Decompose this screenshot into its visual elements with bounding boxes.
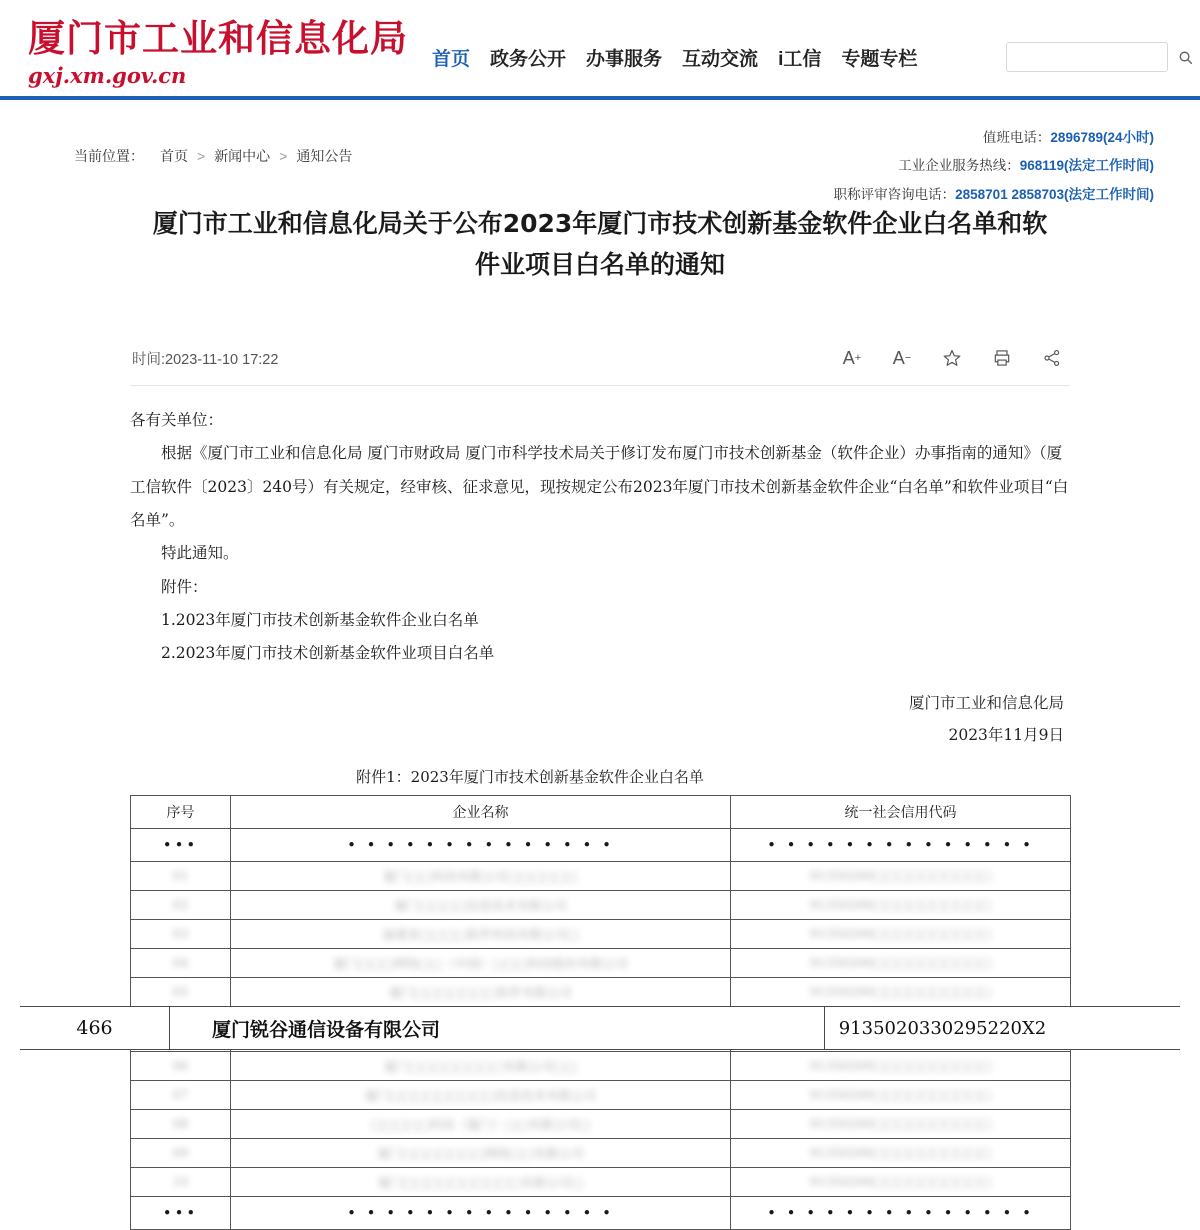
table-row xyxy=(131,861,1071,890)
hotline-list xyxy=(834,124,1154,209)
hotline-review-label: 职称评审咨询电话： xyxy=(833,186,956,202)
nav-item-home[interactable]: 首页 xyxy=(432,49,471,70)
signature-organization: 厦门市工业和信息化局 xyxy=(908,693,1064,712)
cell-index: 07 xyxy=(172,1086,189,1102)
column-header-credit-code: 统一社会信用代码 xyxy=(731,795,1071,828)
article-attachment-1: 1.2023年厦门市技术创新基金软件企业白名单 xyxy=(161,610,479,629)
cell-company-name: □□□□□科技（厦门）□□有限公司□ xyxy=(370,1116,591,1132)
cell-company-name: 厦门□□□□□□□网络□□有限公司 xyxy=(377,1145,584,1161)
cell-credit-code: 91350200□□□□□□□□□□ xyxy=(809,1144,992,1160)
cell-code-dots: • • • • • • • • • • • • • • xyxy=(731,828,1071,861)
cell-index-dots: ••• xyxy=(131,1196,231,1229)
cell-credit-code: 91350200□□□□□□□□□□ xyxy=(809,1086,992,1102)
cell-credit-code: 91350200□□□□□□□□□□ xyxy=(809,983,992,999)
cell-company-name: 厦门□□科技有限公司□□□□□□ xyxy=(383,868,578,884)
breadcrumb-item-home[interactable]: 首页 xyxy=(160,148,188,164)
brand-url: gxj.xm.gov.cn xyxy=(28,62,187,88)
nav-item-special-topics[interactable]: 专题专栏 xyxy=(841,49,918,70)
cell-credit-code: 91350200□□□□□□□□□□ xyxy=(809,1115,992,1131)
article-paragraph-salutation: 各有关单位： xyxy=(130,411,224,429)
column-header-company-name: 企业名称 xyxy=(231,795,731,828)
cell-credit-code: 91350200□□□□□□□□□□ xyxy=(809,1057,992,1073)
site-header xyxy=(0,0,1200,100)
nav-item-interaction[interactable]: 互动交流 xyxy=(682,49,759,70)
hotline-duty-label: 值班电话： xyxy=(982,130,1051,145)
cell-company-name: 厦门□□□□信息技术有限公司 xyxy=(394,897,567,913)
article xyxy=(76,204,1070,1230)
cell-company-name: 厦门□□□网络□□（中国）□□□科技股份有限公司 xyxy=(333,955,628,971)
article-body xyxy=(130,404,1070,671)
table-row xyxy=(131,948,1071,977)
cell-index: 09 xyxy=(172,1144,189,1160)
table-row xyxy=(131,1196,1071,1229)
table-row xyxy=(131,1051,1071,1080)
info-bar xyxy=(0,100,1200,202)
breadcrumb-label: 当前位置： xyxy=(74,148,144,164)
attachment-caption: 附件1：2023年厦门市技术创新基金软件企业白名单 xyxy=(356,767,704,786)
column-header-index: 序号 xyxy=(131,795,231,828)
cell-index: 06 xyxy=(172,1057,189,1073)
breadcrumb-separator: > xyxy=(197,148,206,164)
nav-item-government-affairs[interactable]: 政务公开 xyxy=(490,49,567,70)
font-decrease-icon[interactable]: A − xyxy=(892,348,912,368)
signature-date: 2023年11月9日 xyxy=(948,726,1064,745)
cell-index: 08 xyxy=(172,1115,189,1131)
hotline-enterprise-value: 968119(法定工作时间) xyxy=(1019,158,1154,174)
site-brand[interactable] xyxy=(28,17,428,88)
cell-index: 03 xyxy=(172,925,189,941)
article-timestamp: 时间:2023-11-10 17:22 xyxy=(132,351,279,368)
cell-name-dots: • • • • • • • • • • • • • • xyxy=(231,828,731,861)
cell-credit-code: 91350200□□□□□□□□□□ xyxy=(809,896,992,912)
print-icon[interactable] xyxy=(990,346,1014,370)
cell-index: 04 xyxy=(172,954,189,970)
article-meta-row xyxy=(130,331,1070,386)
cell-credit-code: 91350200□□□□□□□□□□ xyxy=(809,954,992,970)
font-increase-icon[interactable]: A + xyxy=(842,348,862,368)
brand-title: 厦门市工业和信息化局 xyxy=(28,17,408,60)
table-row xyxy=(131,1138,1071,1167)
cell-company-name: 厦门□□□□□□□软件有限公司 xyxy=(389,984,572,1000)
highlighted-table-row xyxy=(20,1006,1180,1050)
hotline-review-value: 2858701 2858703(法定工作时间) xyxy=(955,186,1154,202)
highlighted-row-index: 466 xyxy=(20,1007,170,1049)
cell-company-name: 福建省□□□□软件科技有限公司□ xyxy=(382,926,579,942)
search-box[interactable] xyxy=(1006,42,1168,72)
cell-credit-code: 91350200□□□□□□□□□□ xyxy=(809,925,992,941)
cell-index: 10 xyxy=(172,1173,189,1189)
article-attachment-2: 2.2023年厦门市技术创新基金软件业项目白名单 xyxy=(161,644,495,663)
cell-company-name: 厦门□□□□□□□□□信息技术有限公司 xyxy=(364,1087,597,1103)
table-row xyxy=(131,977,1071,1006)
breadcrumb-item-news-center[interactable]: 新闻中心 xyxy=(214,148,271,164)
cell-index: 05 xyxy=(172,983,189,999)
table-row xyxy=(131,1080,1071,1109)
hotline-duty xyxy=(834,124,1154,152)
main-navigation xyxy=(432,44,917,71)
table-row xyxy=(131,890,1071,919)
breadcrumb-item-notices[interactable]: 通知公告 xyxy=(296,148,353,164)
cell-credit-code: 91350200□□□□□□□□□□ xyxy=(809,1173,992,1189)
highlighted-row-credit-code: 9135020330295220X2 xyxy=(838,1017,1047,1039)
article-tools xyxy=(840,346,1064,370)
hotline-enterprise-label: 工业企业服务热线： xyxy=(898,158,1020,174)
search-input[interactable] xyxy=(1007,45,1178,69)
cell-company-name: 厦门□□□□□□□□□□有限公司□ xyxy=(378,1174,583,1190)
search-icon[interactable] xyxy=(1178,44,1193,70)
table-row xyxy=(131,919,1071,948)
table-row xyxy=(131,1109,1071,1138)
hotline-duty-value: 2896789(24小时) xyxy=(1050,130,1154,145)
table-header-row xyxy=(131,795,1071,828)
table-row xyxy=(131,828,1071,861)
highlighted-row-company-name: 厦门锐谷通信设备有限公司 xyxy=(170,1007,825,1049)
share-icon[interactable] xyxy=(1040,346,1064,370)
nav-item-services[interactable]: 办事服务 xyxy=(586,49,663,70)
cell-index: 01 xyxy=(172,867,189,883)
cell-credit-code: 91350200□□□□□□□□□□ xyxy=(809,867,992,883)
breadcrumb xyxy=(74,146,352,166)
cell-index: 02 xyxy=(172,896,189,912)
favorite-star-icon[interactable] xyxy=(940,346,964,370)
article-signature xyxy=(130,687,1070,752)
nav-item-igongxin[interactable]: i工信 xyxy=(778,49,822,70)
page-title: 厦门市工业和信息化局关于公布2023年厦门市技术创新基金软件企业白名单和软件业项目白名单的通知 xyxy=(152,209,1048,279)
table-row xyxy=(131,1167,1071,1196)
breadcrumb-separator: > xyxy=(279,148,288,164)
article-paragraph-attachments-label: 附件： xyxy=(161,577,208,596)
article-paragraph-basis: 根据《厦门市工业和信息化局 厦门市财政局 厦门市科学技术局关于修订发布厦门市技术创新基金（软件企业）办事指南的通知》（厦工信软件〔2023〕240号）有关规定，经审核、征求意见，现按规定公布2023年厦门市技术创新基金软件企业“白名单”和软件业项目“白名单”。 xyxy=(130,444,1069,529)
cell-index-dots: ••• xyxy=(131,828,231,861)
cell-code-dots: • • • • • • • • • • • • • • xyxy=(731,1196,1071,1229)
cell-name-dots: • • • • • • • • • • • • • • xyxy=(231,1196,731,1229)
hotline-enterprise-service xyxy=(834,152,1154,180)
cell-company-name: 厦门□□□□□□□□有限公司□□ xyxy=(383,1058,578,1074)
article-paragraph-notice: 特此通知。 xyxy=(161,544,239,563)
